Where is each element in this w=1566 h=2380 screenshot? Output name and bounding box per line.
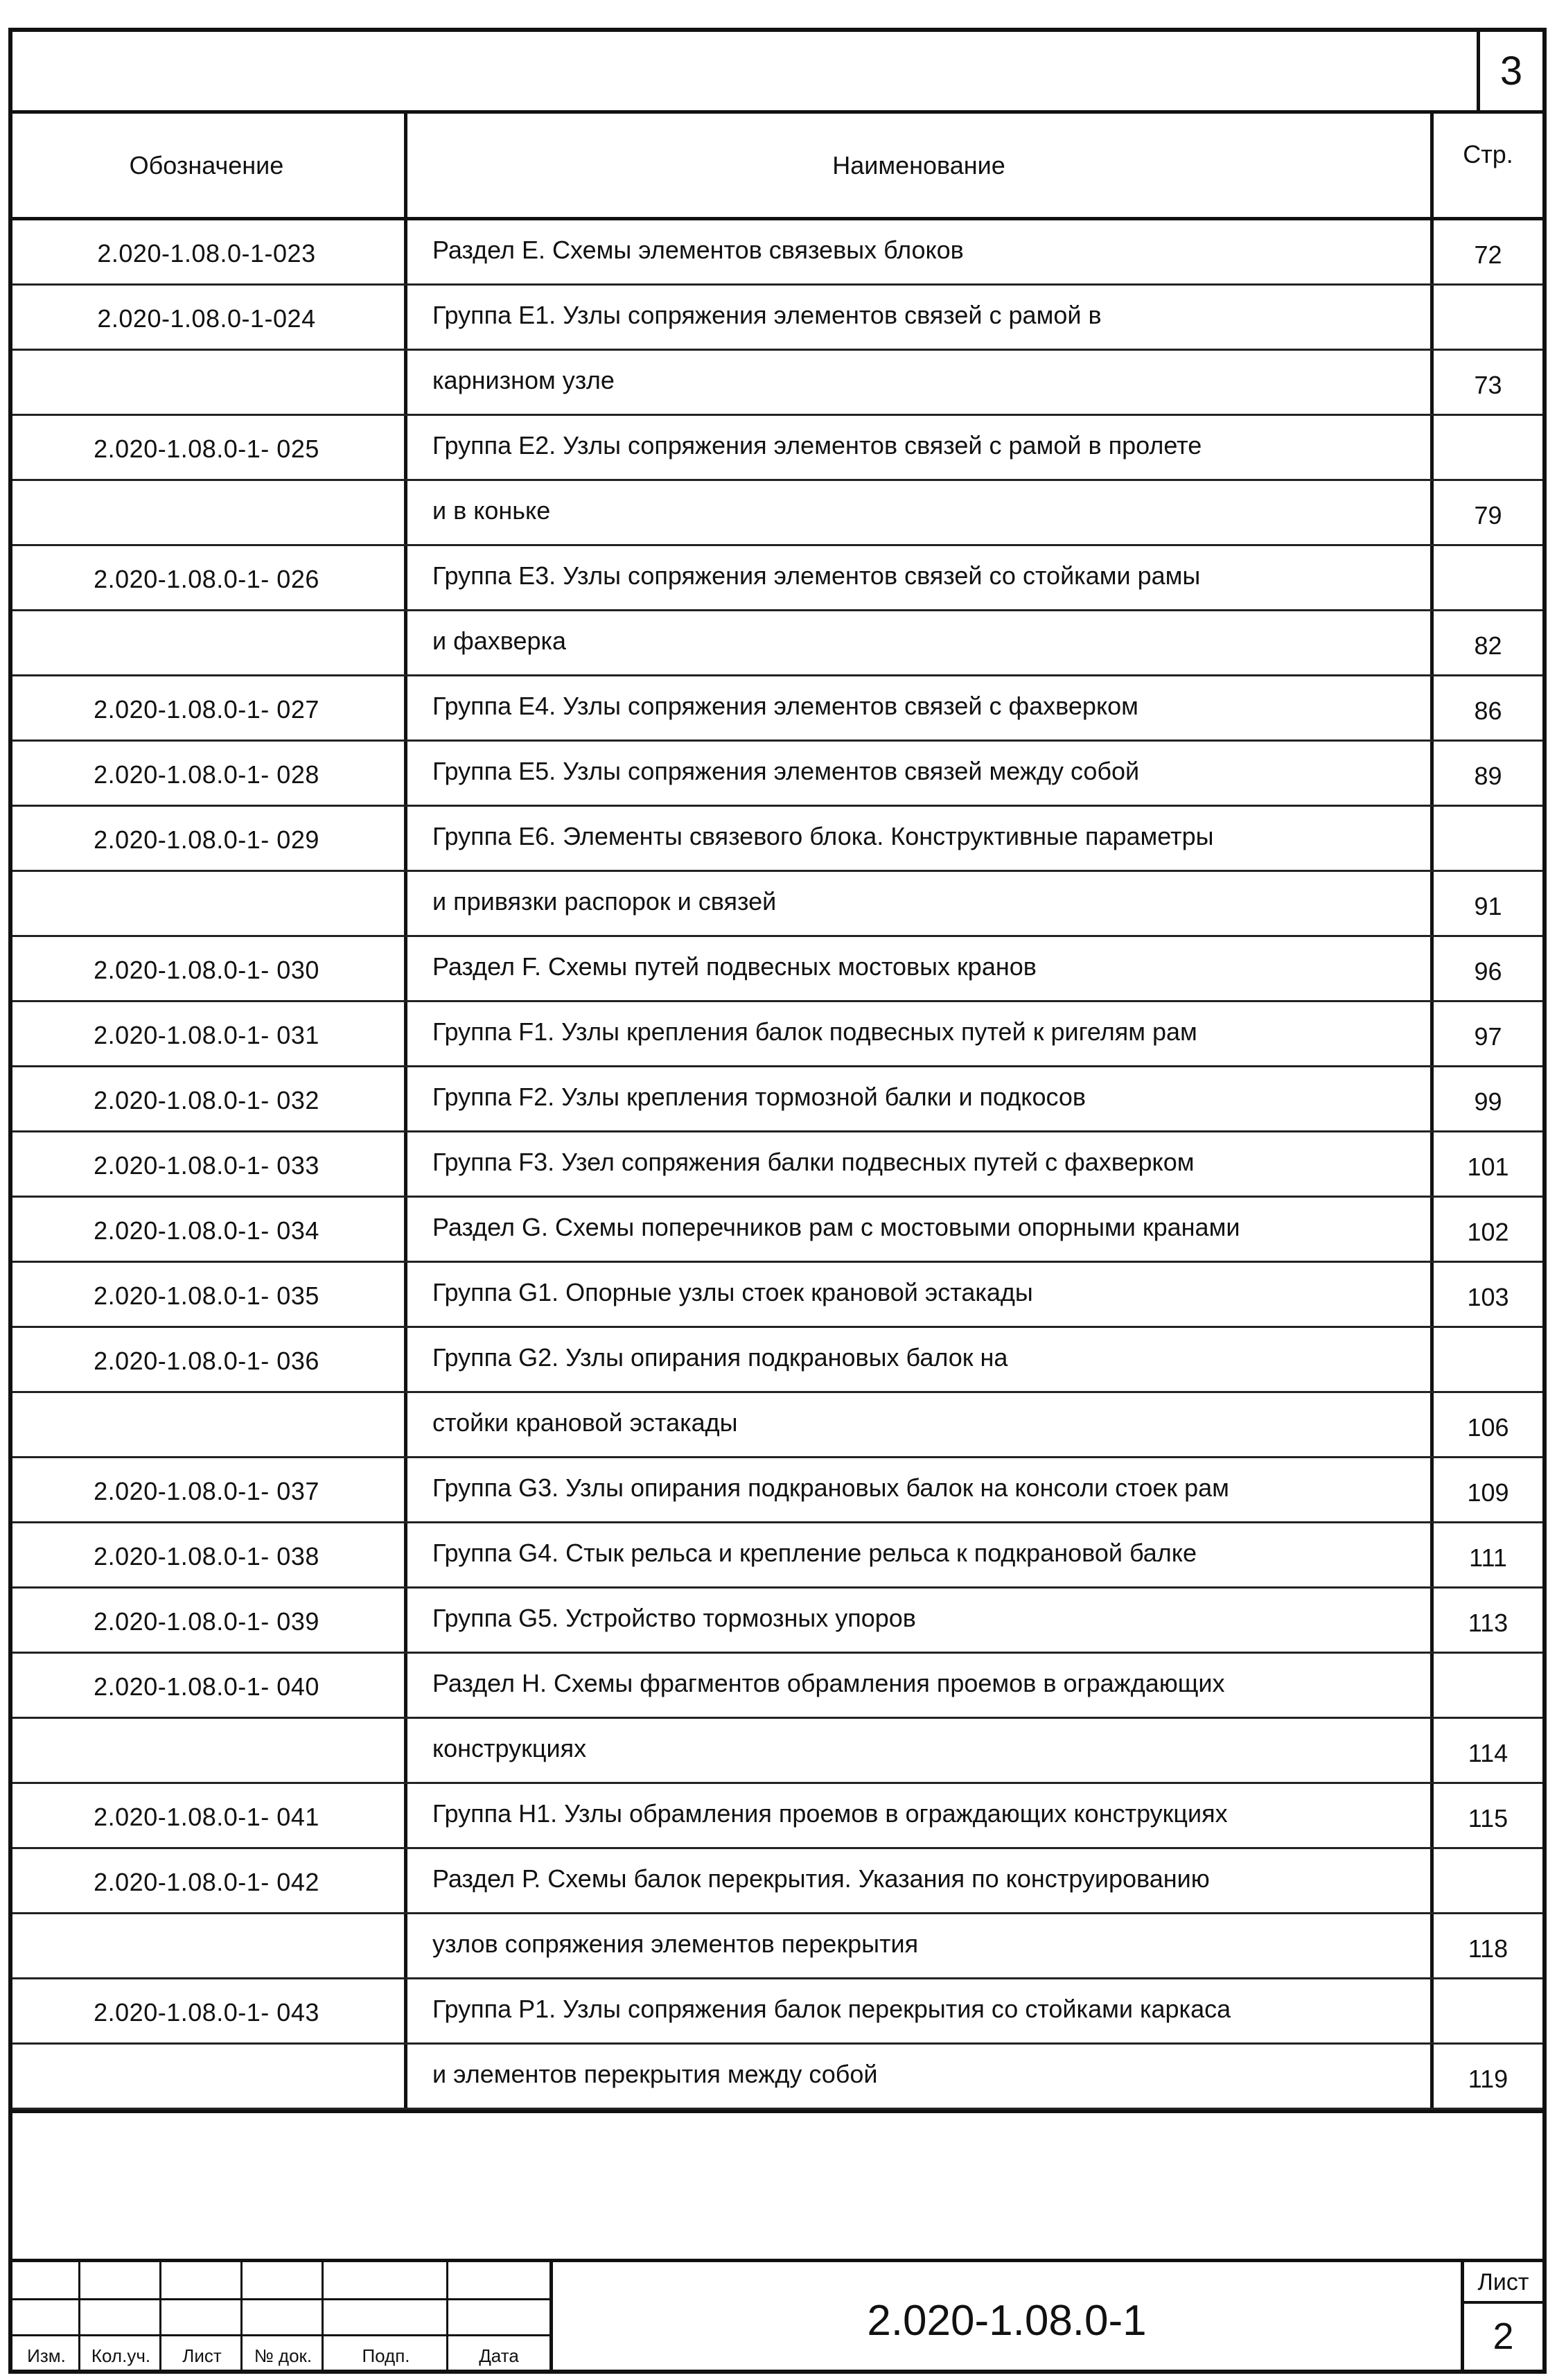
row-name: Группа Е4. Узлы сопряжения элементов связей с фахверком	[404, 676, 1434, 740]
table-row	[12, 1914, 1542, 1979]
row-code	[12, 1914, 401, 1977]
row-code: 2.020-1.08.0-1- 027	[94, 695, 319, 724]
table-row	[12, 220, 1542, 286]
table-row	[12, 1654, 1542, 1719]
table-row	[12, 1784, 1542, 1849]
row-name: Раздел G. Схемы поперечников рам с мостовыми опорными кранами	[404, 1198, 1434, 1261]
row-page: 73	[1474, 371, 1502, 399]
row-page: 86	[1474, 697, 1502, 725]
column-header	[12, 114, 1542, 220]
table-row	[12, 416, 1542, 481]
row-name: Группа G3. Узлы опирания подкрановых балок на консоли стоек рам	[404, 1458, 1434, 1521]
row-page: 102	[1467, 1218, 1509, 1246]
table-row	[12, 1067, 1542, 1132]
row-code: 2.020-1.08.0-1- 032	[94, 1086, 319, 1114]
table-row	[12, 286, 1542, 351]
row-page: 99	[1474, 1087, 1502, 1116]
document-code: 2.020-1.08.0-1	[867, 2297, 1147, 2345]
row-code: 2.020-1.08.0-1- 036	[94, 1347, 319, 1375]
row-page: 96	[1474, 957, 1502, 986]
row-code	[12, 1719, 401, 1782]
row-page: 111	[1469, 1543, 1507, 1572]
column-header-code: Обозначение	[129, 151, 284, 180]
label-date: Дата	[479, 2345, 519, 2366]
contents-table	[12, 220, 1542, 2117]
row-page: 91	[1474, 892, 1502, 920]
row-name: Группа Е2. Узлы сопряжения элементов связей с рамой в пролете	[404, 416, 1434, 479]
row-page	[1434, 286, 1542, 349]
label-izm: Изм.	[27, 2345, 66, 2366]
table-row	[12, 2045, 1542, 2110]
table-row	[12, 1849, 1542, 1914]
column-header-name: Наименование	[404, 114, 1434, 217]
row-page	[1434, 546, 1542, 609]
row-code: 2.020-1.08.0-1- 031	[94, 1021, 319, 1049]
top-strip	[12, 32, 1542, 114]
row-code	[12, 2045, 401, 2108]
row-code: 2.020-1.08.0-1- 034	[94, 1216, 319, 1245]
table-row	[12, 611, 1542, 676]
row-code: 2.020-1.08.0-1- 029	[94, 825, 319, 854]
grid-col	[12, 2262, 80, 2370]
row-name: Группа Е1. Узлы сопряжения элементов связей с рамой в	[404, 286, 1434, 349]
row-code	[12, 872, 401, 935]
row-code: 2.020-1.08.0-1-024	[97, 304, 316, 333]
label-kol-uch: Кол.уч.	[91, 2345, 151, 2366]
grid-col	[448, 2262, 549, 2370]
table-row	[12, 742, 1542, 807]
row-page: 72	[1474, 240, 1502, 269]
row-page: 97	[1474, 1022, 1502, 1051]
row-code	[12, 1393, 401, 1456]
row-name: Группа G4. Стык рельса и крепление рельса к подкрановой балке	[404, 1523, 1434, 1586]
row-name: Группа Е6. Элементы связевого блока. Конструктивные параметры	[404, 807, 1434, 870]
row-code	[12, 481, 401, 544]
row-page: 106	[1467, 1413, 1509, 1442]
row-name: Группа F3. Узел сопряжения балки подвесных путей с фахверком	[404, 1132, 1434, 1196]
sheet-number: 2	[1493, 2316, 1514, 2357]
row-name: и в коньке	[404, 481, 1434, 544]
table-row	[12, 1263, 1542, 1328]
row-code: 2.020-1.08.0-1- 040	[94, 1672, 319, 1701]
grid-col	[161, 2262, 243, 2370]
table-row	[12, 676, 1542, 742]
row-code: 2.020-1.08.0-1-023	[97, 239, 316, 268]
row-page	[1434, 416, 1542, 479]
row-code: 2.020-1.08.0-1- 037	[94, 1477, 319, 1505]
row-page	[1434, 807, 1542, 870]
row-code: 2.020-1.08.0-1- 028	[94, 760, 319, 789]
column-header-page: Стр.	[1463, 140, 1513, 168]
row-name: стойки крановой эстакады	[404, 1393, 1434, 1456]
top-sheet-number: 3	[1477, 32, 1542, 110]
row-page: 103	[1467, 1283, 1509, 1311]
row-page: 114	[1468, 1739, 1508, 1767]
row-name: Раздел Н. Схемы фрагментов обрамления проемов в ограждающих	[404, 1654, 1434, 1717]
row-code: 2.020-1.08.0-1- 042	[94, 1868, 319, 1896]
table-row	[12, 1328, 1542, 1393]
row-name: и фахверка	[404, 611, 1434, 674]
table-bottom-line	[12, 2110, 1542, 2113]
table-row	[12, 807, 1542, 872]
table-row	[12, 1979, 1542, 2045]
row-code: 2.020-1.08.0-1- 025	[94, 435, 319, 463]
sheet-label: Лист	[1464, 2262, 1542, 2304]
table-row	[12, 1198, 1542, 1263]
row-name: Группа Е3. Узлы сопряжения элементов связей со стойками рамы	[404, 546, 1434, 609]
table-row	[12, 351, 1542, 416]
row-code: 2.020-1.08.0-1- 026	[94, 565, 319, 593]
row-name: Раздел Р. Схемы балок перекрытия. Указания по конструированию	[404, 1849, 1434, 1912]
row-code: 2.020-1.08.0-1- 041	[94, 1803, 319, 1831]
table-row	[12, 1719, 1542, 1784]
table-row	[12, 1393, 1542, 1458]
table-row	[12, 937, 1542, 1002]
row-page: 109	[1467, 1478, 1509, 1507]
row-page	[1434, 1849, 1542, 1912]
row-code: 2.020-1.08.0-1- 033	[94, 1151, 319, 1180]
row-code	[12, 611, 401, 674]
table-row	[12, 1589, 1542, 1654]
row-page: 113	[1468, 1609, 1508, 1637]
row-code	[12, 351, 401, 414]
table-row	[12, 1523, 1542, 1589]
row-name: Группа Н1. Узлы обрамления проемов в ограждающих конструкциях	[404, 1784, 1434, 1847]
row-page: 89	[1474, 762, 1502, 790]
row-name: Группа Е5. Узлы сопряжения элементов связей между собой	[404, 742, 1434, 805]
table-row	[12, 546, 1542, 611]
label-signature: Подп.	[362, 2345, 410, 2366]
revision-grid	[12, 2262, 553, 2370]
row-code: 2.020-1.08.0-1- 039	[94, 1607, 319, 1636]
row-name: конструкциях	[404, 1719, 1434, 1782]
row-name: Группа G2. Узлы опирания подкрановых балок на	[404, 1328, 1434, 1391]
grid-col	[324, 2262, 448, 2370]
row-name: Группа F1. Узлы крепления балок подвесных путей к ригелям рам	[404, 1002, 1434, 1065]
table-row	[12, 1002, 1542, 1067]
row-page: 115	[1468, 1804, 1508, 1832]
row-page: 79	[1474, 501, 1502, 530]
title-block	[12, 2259, 1542, 2370]
drawing-sheet	[8, 28, 1547, 2374]
table-row	[12, 1458, 1542, 1523]
grid-col	[243, 2262, 324, 2370]
row-name: Группа F2. Узлы крепления тормозной балки и подкосов	[404, 1067, 1434, 1130]
row-page: 119	[1468, 2065, 1508, 2093]
row-name: и привязки распорок и связей	[404, 872, 1434, 935]
row-code: 2.020-1.08.0-1- 035	[94, 1281, 319, 1310]
row-code: 2.020-1.08.0-1- 043	[94, 1998, 319, 2027]
row-name: и элементов перекрытия между собой	[404, 2045, 1434, 2108]
row-name: карнизном узле	[404, 351, 1434, 414]
row-page: 101	[1467, 1153, 1509, 1181]
row-page	[1434, 1979, 1542, 2042]
row-name: Раздел Е. Схемы элементов связевых блоков	[404, 220, 1434, 283]
row-name: Группа G1. Опорные узлы стоек крановой эстакады	[404, 1263, 1434, 1326]
sheet-cell	[1461, 2262, 1542, 2370]
grid-col	[80, 2262, 161, 2370]
row-name: узлов сопряжения элементов перекрытия	[404, 1914, 1434, 1977]
table-row	[12, 872, 1542, 937]
row-code: 2.020-1.08.0-1- 030	[94, 956, 319, 984]
row-name: Группа Р1. Узлы сопряжения балок перекрытия со стойками каркаса	[404, 1979, 1434, 2042]
label-doc-no: № док.	[254, 2345, 313, 2366]
row-page: 82	[1474, 631, 1502, 660]
row-name: Группа G5. Устройство тормозных упоров	[404, 1589, 1434, 1652]
row-page	[1434, 1654, 1542, 1717]
label-list: Лист	[182, 2345, 222, 2366]
row-code: 2.020-1.08.0-1- 038	[94, 1542, 319, 1570]
table-row	[12, 1132, 1542, 1198]
row-page: 118	[1468, 1934, 1508, 1963]
row-name: Раздел F. Схемы путей подвесных мостовых кранов	[404, 937, 1434, 1000]
row-page	[1434, 1328, 1542, 1391]
table-row	[12, 481, 1542, 546]
